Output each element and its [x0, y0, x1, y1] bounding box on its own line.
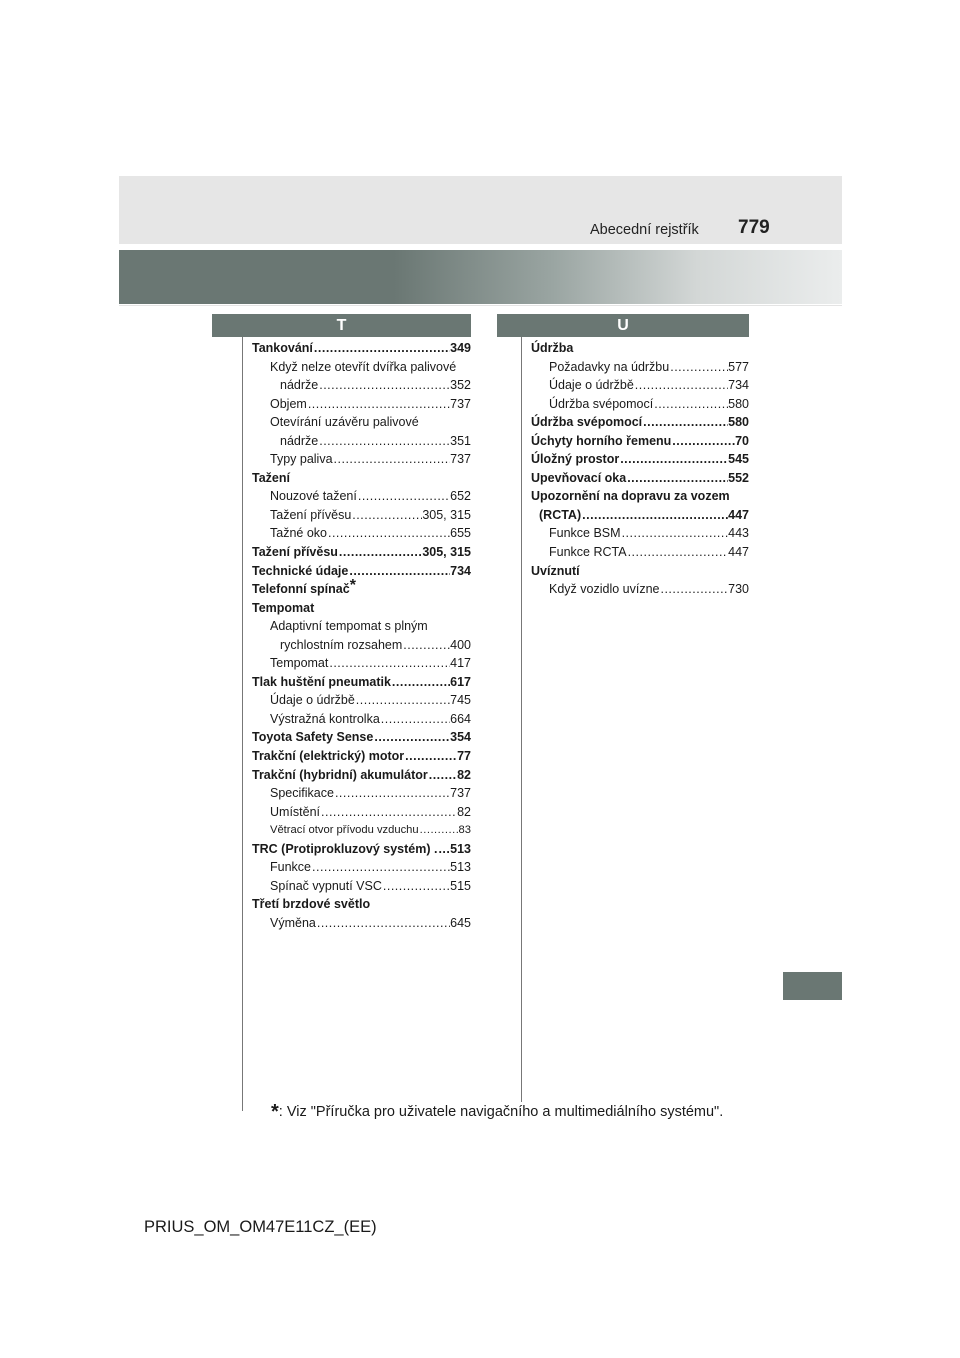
entry-page: 545 — [728, 452, 749, 467]
entry-label: Když vozidlo uvízne — [549, 582, 660, 597]
entry-label: Výstražná kontrolka — [270, 711, 380, 726]
entry-label: Třetí brzdové světlo — [252, 897, 371, 912]
entry-page: 737 — [450, 786, 471, 801]
leader-dots — [320, 803, 457, 822]
entry-page: 577 — [728, 359, 749, 374]
leader-dots — [437, 840, 450, 859]
entry-label: Tažení přívěsu — [252, 545, 338, 560]
leader-dots — [581, 506, 728, 525]
entry-page: 664 — [450, 711, 471, 726]
entry-label: Tankování — [252, 341, 313, 355]
entry-label: Větrací otvor přívodu vzduchu — [270, 824, 419, 837]
leader-dots — [373, 728, 450, 747]
leader-dots — [391, 673, 450, 692]
entry-page: 737 — [450, 452, 471, 467]
entry-page: 349 — [450, 341, 471, 355]
entry-label: Trakční (hybridní) akumulátor — [252, 767, 428, 782]
index-entry — [252, 803, 471, 822]
index-entry — [252, 821, 471, 840]
leader-dots — [328, 654, 450, 673]
leader-dots — [338, 543, 422, 562]
leader-dots — [404, 747, 457, 766]
entry-page: 447 — [728, 545, 749, 560]
entry-page: 82 — [457, 767, 471, 782]
leader-dots — [671, 432, 735, 451]
leader-dots — [318, 376, 450, 395]
decorative-gradient-bar — [119, 250, 842, 304]
footnote-marker: * — [271, 1101, 279, 1123]
leader-dots — [307, 395, 450, 414]
entry-label: Spínač vypnutí VSC — [270, 878, 382, 893]
leader-dots — [669, 358, 728, 377]
entry-label: Typy paliva — [270, 452, 333, 467]
entry-label: Otevírání uzávěru palivové — [270, 415, 419, 430]
entry-label: Funkce RCTA — [549, 545, 627, 560]
leader-dots — [653, 395, 728, 414]
leader-dots — [333, 450, 451, 469]
leader-dots — [428, 766, 457, 785]
leader-dots — [313, 339, 450, 358]
entry-label: Údržba — [531, 341, 574, 355]
leader-dots — [382, 877, 450, 896]
entry-page: 580 — [728, 396, 749, 411]
leader-dots — [348, 562, 450, 581]
index-entry — [252, 877, 471, 896]
index-entry — [252, 914, 471, 933]
entry-label: Objem — [270, 396, 307, 411]
index-entry — [531, 543, 749, 562]
leader-dots — [619, 450, 728, 469]
index-entry — [531, 358, 749, 377]
index-entry — [252, 506, 471, 525]
entry-label: Tažné oko — [270, 526, 327, 541]
index-entry — [252, 728, 471, 747]
section-header-u: U — [497, 314, 749, 337]
entry-label: Telefonní spínač — [252, 582, 350, 597]
leader-dots — [318, 432, 450, 451]
entry-label: Tažení přívěsu — [270, 507, 352, 522]
entry-label: rychlostním rozsahem — [280, 637, 403, 652]
entry-label: Funkce — [270, 860, 311, 875]
index-entry — [252, 562, 471, 581]
index-entry — [252, 691, 471, 710]
index-entry — [252, 636, 471, 655]
entry-page: 580 — [728, 415, 749, 430]
index-entry — [252, 524, 471, 543]
leader-dots — [659, 580, 728, 599]
entry-label: Požadavky na údržbu — [549, 359, 670, 374]
leader-dots — [316, 914, 450, 933]
entry-page: 351 — [450, 433, 471, 448]
leader-dots — [626, 469, 728, 488]
index-entry — [252, 543, 471, 562]
leader-dots — [634, 376, 728, 395]
index-entry — [252, 617, 471, 636]
footnote-marker: * — [349, 577, 356, 595]
index-entry — [252, 469, 471, 488]
leader-dots — [351, 506, 422, 525]
index-entry — [252, 577, 471, 599]
entry-label: Upozornění na dopravu za vozem — [531, 489, 730, 504]
entry-label: Specifikace — [270, 786, 334, 801]
leader-dots — [357, 487, 450, 506]
index-entry — [252, 766, 471, 785]
leader-dots — [627, 543, 729, 562]
entry-page: 645 — [450, 915, 471, 930]
entry-page: 515 — [450, 878, 471, 893]
entry-label: Údaje o údržbě — [549, 378, 634, 393]
index-entry — [252, 413, 471, 432]
index-entry — [252, 654, 471, 673]
leader-dots — [334, 784, 450, 803]
entry-page: 737 — [450, 396, 471, 411]
index-entry — [252, 840, 471, 859]
entry-label: Toyota Safety Sense — [252, 730, 374, 745]
entry-page: 305, 315 — [422, 507, 471, 522]
index-entry — [252, 487, 471, 506]
entry-label: Trakční (elektrický) motor — [252, 749, 405, 764]
index-entry — [531, 395, 749, 414]
entry-page: 734 — [450, 563, 471, 578]
entry-label: Tlak huštění pneumatik — [252, 674, 391, 689]
entry-page: 730 — [728, 582, 749, 597]
entry-label: Tempomat — [270, 656, 329, 671]
entry-page: 305, 315 — [422, 545, 471, 560]
entry-label: Úložný prostor — [531, 452, 620, 467]
index-entry — [531, 469, 749, 488]
index-entry — [531, 376, 749, 395]
entry-page: 354 — [450, 730, 471, 745]
index-entry — [531, 339, 749, 358]
index-entry — [531, 413, 749, 432]
index-entry — [252, 747, 471, 766]
page-number: 779 — [738, 217, 770, 238]
index-entry — [252, 395, 471, 414]
index-entry — [531, 450, 749, 469]
entry-page: 443 — [728, 526, 749, 541]
divider — [119, 305, 842, 306]
entry-label: Technické údaje — [252, 563, 349, 578]
leader-dots — [380, 710, 450, 729]
index-entry — [531, 432, 749, 451]
entry-label: Když nelze otevřít dvířka palivové — [270, 359, 457, 374]
entry-label: TRC (Protiprokluzový systém) . — [252, 841, 438, 856]
page-title: Abecední rejstřík — [590, 222, 699, 238]
entry-label: nádrže — [280, 378, 319, 393]
leader-dots — [327, 524, 450, 543]
index-entry — [252, 858, 471, 877]
index-entry — [252, 339, 471, 358]
entry-page: 70 — [735, 433, 749, 448]
entry-page: 352 — [450, 378, 471, 393]
entry-page: 77 — [457, 749, 471, 764]
entry-page: 734 — [728, 378, 749, 393]
index-entry — [531, 580, 749, 599]
entry-page: 417 — [450, 656, 471, 671]
entry-page: 400 — [450, 637, 471, 652]
document-id: PRIUS_OM_OM47E11CZ_(EE) — [144, 1218, 377, 1236]
index-entry — [252, 358, 471, 377]
leader-dots — [355, 691, 450, 710]
column-rule-left — [242, 337, 243, 1111]
index-entry — [252, 432, 471, 451]
index-column-u — [531, 339, 749, 599]
index-column-t — [252, 339, 471, 933]
entry-label: Údržba svépomocí — [531, 415, 643, 430]
index-entry — [252, 895, 471, 914]
index-entry — [531, 487, 749, 506]
entry-page: 447 — [728, 507, 749, 522]
index-entry — [252, 599, 471, 618]
leader-dots — [311, 858, 450, 877]
footnote-text: : Viz "Příručka pro uživatele navigačního a multimediálního systému". — [278, 1104, 724, 1120]
leader-dots — [621, 524, 729, 543]
entry-page: 513 — [450, 841, 471, 856]
entry-page: 745 — [450, 693, 471, 708]
entry-label: Výměna — [270, 915, 316, 930]
entry-label: Úchyty horního řemenu — [531, 433, 672, 448]
entry-page: 513 — [450, 860, 471, 875]
column-rule-middle — [521, 337, 522, 1102]
entry-label: Uvíznutí — [531, 563, 580, 578]
entry-label: Tempomat — [252, 600, 315, 615]
index-entry — [531, 562, 749, 581]
entry-label: Adaptivní tempomat s plným — [270, 619, 428, 634]
entry-page: 82 — [457, 804, 471, 819]
entry-label: Nouzové tažení — [270, 489, 357, 504]
footnote — [271, 1101, 723, 1124]
entry-page: 552 — [728, 470, 749, 485]
chapter-tab — [783, 972, 842, 1000]
index-entry — [252, 710, 471, 729]
entry-label: nádrže — [280, 433, 319, 448]
index-entry — [531, 506, 749, 525]
entry-label: Tažení — [252, 470, 290, 485]
entry-label: Umístění — [270, 804, 321, 819]
entry-label: (RCTA) — [539, 507, 582, 522]
index-entry — [252, 673, 471, 692]
index-entry — [252, 784, 471, 803]
entry-page: 655 — [450, 526, 471, 541]
index-entry — [252, 376, 471, 395]
leader-dots — [642, 413, 728, 432]
entry-label: Funkce BSM — [549, 526, 621, 541]
leader-dots — [402, 636, 450, 655]
entry-label: Upevňovací oka — [531, 470, 627, 485]
section-header-t: T — [212, 314, 471, 337]
entry-page: 652 — [450, 489, 471, 504]
entry-label: Údaje o údržbě — [270, 693, 355, 708]
leader-dots — [419, 821, 459, 840]
index-entry — [252, 450, 471, 469]
header-band — [119, 176, 842, 244]
entry-page: 83 — [458, 824, 471, 837]
entry-label: Údržba svépomocí — [549, 396, 654, 411]
index-entry — [531, 524, 749, 543]
entry-page: 617 — [450, 674, 471, 689]
